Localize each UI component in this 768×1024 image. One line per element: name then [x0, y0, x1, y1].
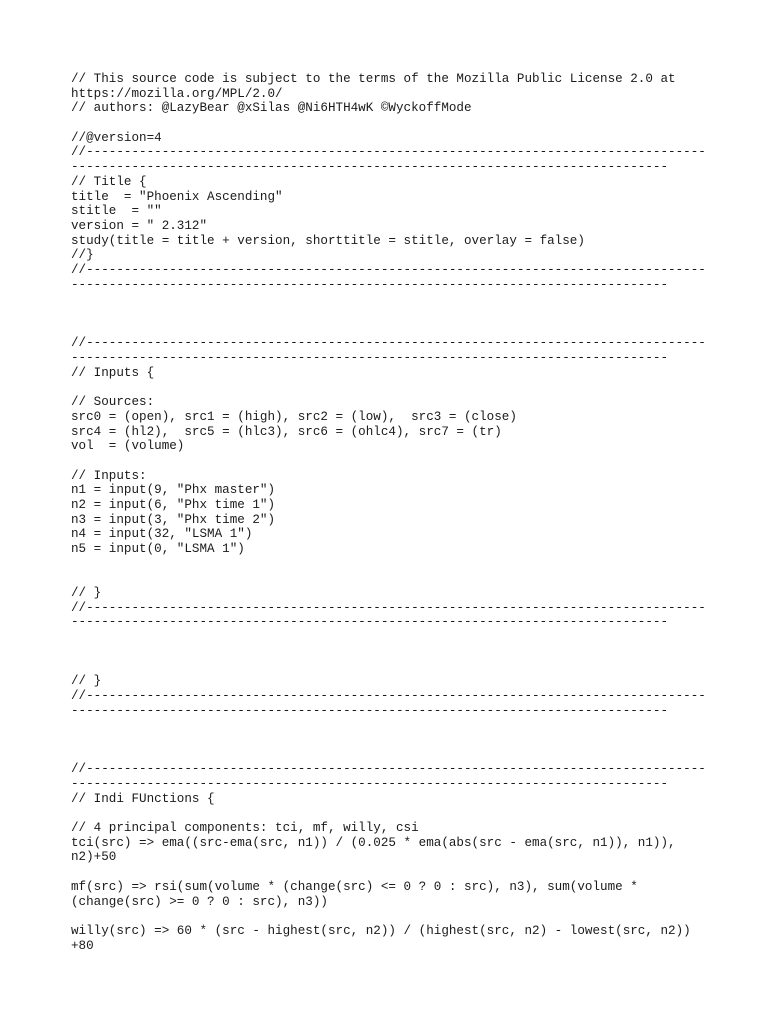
code-line: ------------------------------------------------------------------------------- — [71, 277, 669, 292]
code-line: // Inputs { — [71, 365, 155, 380]
blank-line — [71, 571, 711, 586]
code-line: // 4 principal components: tci, mf, willy, csi — [71, 821, 419, 836]
blank-line — [71, 909, 711, 924]
blank-line — [71, 557, 711, 572]
code-line: n1 = input(9, "Phx master") — [71, 483, 276, 498]
code-line: stitle = "" — [71, 204, 162, 219]
blank-line — [71, 116, 711, 131]
code-line: n2 = input(6, "Phx time 1") — [71, 497, 276, 512]
code-line: n2)+50 — [71, 850, 117, 865]
code-line: // Sources: — [71, 395, 155, 410]
blank-line — [71, 645, 711, 660]
code-line: //---------------------------------------------------------------------------------- — [71, 145, 706, 160]
code-line: // Inputs: — [71, 468, 147, 483]
code-line: src4 = (hl2), src5 = (hlc3), src6 = (ohlc4), src7 = (tr) — [71, 424, 502, 439]
code-line: // authors: @LazyBear @xSilas @Ni6HTH4wK ©WyckoffMode — [71, 101, 472, 116]
code-line: vol = (volume) — [71, 439, 185, 454]
code-line: ------------------------------------------------------------------------------- — [71, 703, 669, 718]
code-line: (change(src) >= 0 ? 0 : src), n3)) — [71, 894, 328, 909]
blank-line — [71, 292, 711, 307]
code-line: study(title = title + version, shorttitle = stitle, overlay = false) — [71, 233, 585, 248]
code-line: https://mozilla.org/MPL/2.0/ — [71, 86, 283, 101]
blank-line — [71, 806, 711, 821]
blank-line — [71, 733, 711, 748]
code-line: mf(src) => rsi(sum(volume * (change(src) <= 0 ? 0 : src), n3), sum(volume * — [71, 879, 638, 894]
blank-line — [71, 307, 711, 322]
code-line: //---------------------------------------------------------------------------------- — [71, 762, 706, 777]
code-line: title = "Phoenix Ascending" — [71, 189, 283, 204]
code-line: ------------------------------------------------------------------------------- — [71, 615, 669, 630]
code-line: +80 — [71, 938, 94, 953]
document-page — [71, 72, 711, 953]
blank-line — [71, 748, 711, 763]
code-line: tci(src) => ema((src-ema(src, n1)) / (0.025 * ema(abs(src - ema(src, n1)), n1)), — [71, 835, 676, 850]
code-line: // } — [71, 586, 102, 601]
code-line: ------------------------------------------------------------------------------- — [71, 160, 669, 175]
code-line: // } — [71, 674, 102, 689]
code-line: //@version=4 — [71, 130, 162, 145]
blank-line — [71, 865, 711, 880]
blank-line — [71, 454, 711, 469]
code-line: n4 = input(32, "LSMA 1") — [71, 527, 253, 542]
code-line: //---------------------------------------------------------------------------------- — [71, 600, 706, 615]
code-line: version = " 2.312" — [71, 218, 208, 233]
blank-line — [71, 718, 711, 733]
code-line: n3 = input(3, "Phx time 2") — [71, 512, 276, 527]
code-line: ------------------------------------------------------------------------------- — [71, 351, 669, 366]
code-line: ------------------------------------------------------------------------------- — [71, 777, 669, 791]
code-line: src0 = (open), src1 = (high), src2 = (low), src3 = (close) — [71, 409, 517, 424]
code-line: // Indi FUnctions { — [71, 791, 215, 806]
code-line: //---------------------------------------------------------------------------------- — [71, 336, 706, 351]
blank-line — [71, 322, 711, 337]
code-line: // This source code is subject to the terms of the Mozilla Public License 2.0 at — [71, 72, 676, 86]
blank-line — [71, 380, 711, 395]
blank-line — [71, 630, 711, 645]
code-line: // Title { — [71, 174, 147, 189]
blank-line — [71, 660, 711, 675]
code-line: n5 = input(0, "LSMA 1") — [71, 542, 245, 556]
code-line: willy(src) => 60 * (src - highest(src, n2)) / (highest(src, n2) - lowest(src, n2)) — [71, 923, 691, 938]
code-line: //---------------------------------------------------------------------------------- — [71, 688, 706, 703]
code-line: //} — [71, 248, 94, 263]
code-line: //---------------------------------------------------------------------------------- — [71, 262, 706, 277]
